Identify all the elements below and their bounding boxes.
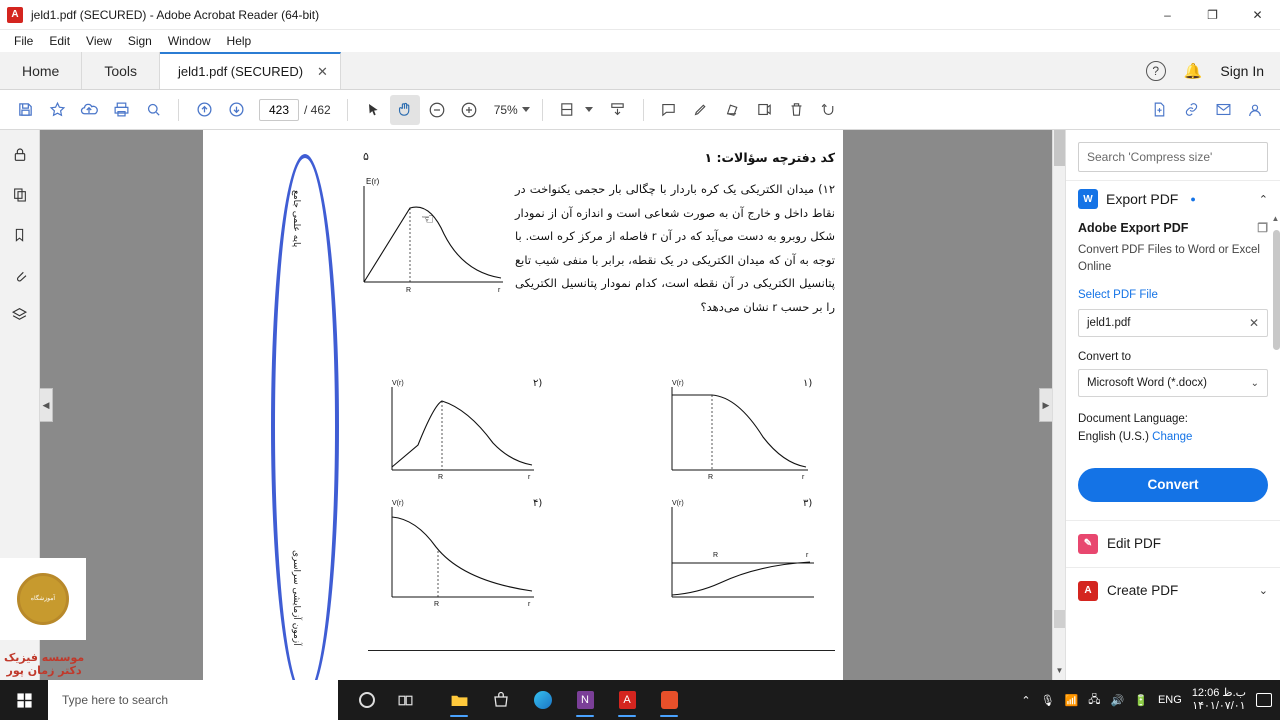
tray-chevron-icon[interactable]: ⌃ xyxy=(1021,694,1031,707)
toolbar-separator-2 xyxy=(347,99,348,121)
svg-text:r: r xyxy=(806,552,809,559)
clear-file-icon[interactable]: ✕ xyxy=(1248,316,1259,331)
export-pdf-icon: W xyxy=(1078,189,1098,209)
tools-right-panel xyxy=(1065,130,1280,680)
fit-chevron-icon[interactable] xyxy=(585,107,593,112)
convert-to-label: Convert to xyxy=(1078,351,1132,364)
svg-text:R: R xyxy=(406,287,412,294)
stamp-icon[interactable] xyxy=(750,95,780,125)
pdf-page xyxy=(203,130,843,680)
graph-electric-field xyxy=(358,172,508,302)
search-tools-placeholder: Search 'Compress size' xyxy=(1087,150,1213,164)
menu-file[interactable]: File xyxy=(14,34,34,48)
zoom-level-selector[interactable] xyxy=(494,103,530,117)
sign-in-button[interactable]: Sign In xyxy=(1220,62,1264,79)
svg-text:V(r): V(r) xyxy=(392,380,404,387)
chevron-down-icon[interactable]: ⌄ xyxy=(1250,377,1259,389)
create-pdf-icon: A xyxy=(1078,581,1098,601)
svg-text:r: r xyxy=(528,474,531,481)
panel-scrollbar-thumb[interactable] xyxy=(1273,230,1280,350)
fit-page-icon[interactable] xyxy=(553,95,583,125)
highlight-pen-icon[interactable] xyxy=(686,95,716,125)
menu-help[interactable]: Help xyxy=(226,34,252,48)
task-view-icon[interactable] xyxy=(386,681,424,719)
watermark-text xyxy=(4,651,84,679)
svg-text:E(r): E(r) xyxy=(366,177,380,186)
seal-text: آموزشگاه xyxy=(30,595,56,602)
select-pdf-file-link[interactable]: Select PDF File xyxy=(1078,289,1158,302)
graph-option-4 xyxy=(388,495,538,610)
scrollbar-marker[interactable] xyxy=(1054,610,1065,628)
export-pdf-header[interactable] xyxy=(1066,180,1280,217)
zoom-in-icon[interactable] xyxy=(454,95,484,125)
institute-seal-icon xyxy=(17,573,69,625)
adobe-export-title: Adobe Export PDF xyxy=(1078,221,1189,235)
toolbar-separator xyxy=(178,99,179,121)
toolbar-right-group xyxy=(1144,95,1270,125)
edit-pdf-icon: ✎ xyxy=(1078,534,1098,554)
toolbar-separator-3 xyxy=(542,99,543,121)
acrobat-icon: A xyxy=(7,7,23,23)
clock-date: ب.ظ xyxy=(1222,687,1246,700)
option-3-label: (۳ xyxy=(803,498,813,509)
graph-option-3 xyxy=(668,495,818,610)
side-label-bottom: آزمون آزمایشی سراسری xyxy=(291,550,301,646)
bookmarks-icon[interactable] xyxy=(7,222,33,248)
system-tray xyxy=(1021,687,1280,712)
left-pane-handle[interactable]: ◀ xyxy=(40,388,53,422)
app-body xyxy=(0,130,1280,680)
network-icon[interactable]: 🖧 xyxy=(1088,693,1101,706)
active-indicator xyxy=(660,715,678,717)
star-icon[interactable] xyxy=(42,95,72,125)
link-icon[interactable] xyxy=(1176,95,1206,125)
attachments-icon[interactable] xyxy=(7,262,33,288)
document-language-block xyxy=(1078,411,1268,446)
microsoft-store-icon[interactable] xyxy=(482,681,520,719)
search-input[interactable] xyxy=(48,680,338,720)
chevron-up-icon[interactable]: ⌃ xyxy=(1258,193,1268,206)
document-language-label: Document Language: xyxy=(1078,413,1188,426)
menu-bar xyxy=(0,30,1280,52)
protect-icon[interactable] xyxy=(7,142,33,168)
active-indicator xyxy=(450,715,468,717)
main-toolbar xyxy=(0,90,1280,130)
mail-icon[interactable] xyxy=(1208,95,1238,125)
hand-icon[interactable] xyxy=(390,95,420,125)
page-thumbnails-icon[interactable] xyxy=(7,182,33,208)
export-pdf-body xyxy=(1066,217,1280,520)
layers-icon[interactable] xyxy=(7,302,33,328)
selected-file-row xyxy=(1078,309,1268,337)
menu-edit[interactable]: Edit xyxy=(49,34,71,48)
taskbar-apps xyxy=(440,681,688,719)
compress-pdf-icon[interactable] xyxy=(1144,95,1174,125)
page-header: کد دفترچه سؤالات: ۱ xyxy=(704,150,835,165)
page-number-input[interactable] xyxy=(259,99,299,121)
menu-view[interactable]: View xyxy=(86,34,112,48)
onenote-icon[interactable]: N xyxy=(566,681,604,719)
svg-text:R: R xyxy=(708,474,714,481)
clock-date-full: ۱۴۰۱/۰۷/۰۱ xyxy=(1192,700,1246,712)
notification-icon[interactable] xyxy=(1256,693,1272,707)
document-viewer[interactable] xyxy=(40,130,1065,680)
tool-item-edit-pdf-label: Edit PDF xyxy=(1107,536,1162,552)
close-button[interactable]: ✕ xyxy=(1252,7,1263,22)
page-navigation xyxy=(259,99,331,121)
page-divider xyxy=(368,650,835,651)
previous-page-icon[interactable] xyxy=(189,95,219,125)
document-scrollbar[interactable] xyxy=(1052,130,1065,680)
export-pdf-label: Export PDF xyxy=(1106,191,1179,207)
right-pane-handle[interactable]: ▶ xyxy=(1039,388,1052,422)
watermark-line-2: دکتر زمان پور xyxy=(6,664,82,678)
svg-text:V(r): V(r) xyxy=(672,500,684,507)
clock-time: 12:06 xyxy=(1191,687,1220,700)
page-marker: ۵ xyxy=(363,150,369,163)
graph-option-1 xyxy=(668,375,813,485)
option-1-label: (۱ xyxy=(803,378,813,389)
svg-text:R: R xyxy=(438,474,444,481)
graph-option-2 xyxy=(388,375,538,485)
mouse-cursor: ☜ xyxy=(421,211,435,228)
volume-icon[interactable]: 🔊 xyxy=(1110,694,1125,707)
search-icon[interactable] xyxy=(138,95,168,125)
tool-item-create-pdf[interactable] xyxy=(1066,567,1280,614)
document-language-value: English (U.S.) xyxy=(1078,430,1149,443)
chevron-down-icon[interactable] xyxy=(522,107,530,112)
option-2-label: (۲ xyxy=(533,378,543,389)
convert-to-value: Microsoft Word (*.docx) xyxy=(1087,377,1207,390)
zoom-out-icon[interactable] xyxy=(422,95,452,125)
bell-icon[interactable]: 🔔 xyxy=(1183,62,1203,80)
convert-to-select[interactable] xyxy=(1078,369,1268,397)
minimize-button[interactable]: – xyxy=(1164,7,1171,22)
menu-window[interactable]: Window xyxy=(167,34,211,48)
eraser-icon[interactable] xyxy=(718,95,748,125)
rotate-icon[interactable] xyxy=(814,95,844,125)
save-icon[interactable] xyxy=(10,95,40,125)
trash-icon[interactable] xyxy=(782,95,812,125)
page-scroll-icon[interactable] xyxy=(603,95,633,125)
convert-button[interactable]: Convert xyxy=(1078,468,1268,502)
export-badge-icon: ● xyxy=(1190,194,1196,204)
tab-strip-right xyxy=(1146,52,1280,89)
pdf-page-content xyxy=(203,130,843,680)
option-4-label: (۴ xyxy=(533,498,543,509)
active-indicator xyxy=(576,715,594,717)
close-icon[interactable]: ✕ xyxy=(317,63,328,79)
file-explorer-icon[interactable] xyxy=(440,681,478,719)
svg-text:r: r xyxy=(498,287,501,294)
copy-icon[interactable]: ❐ xyxy=(1257,221,1268,235)
tab-tools[interactable]: Tools xyxy=(82,52,160,89)
tool-item-create-pdf-label: Create PDF xyxy=(1107,583,1179,599)
adobe-export-title-row xyxy=(1078,221,1268,235)
toolbar-separator-4 xyxy=(643,99,644,121)
change-language-link[interactable]: Change xyxy=(1152,430,1193,443)
chevron-down-icon[interactable]: ⌄ xyxy=(1258,585,1268,598)
watermark-line-1: موسسه فیزیک xyxy=(4,650,85,664)
search-tools-input[interactable] xyxy=(1078,142,1268,172)
panel-scroll-up-icon[interactable]: ▲ xyxy=(1271,214,1280,223)
svg-text:R: R xyxy=(434,601,440,608)
window-controls xyxy=(1145,0,1280,30)
account-icon[interactable] xyxy=(1240,95,1270,125)
window-title: jeld1.pdf (SECURED) - Adobe Acrobat Reader (64-bit) xyxy=(31,7,320,22)
question-text-block xyxy=(515,178,835,319)
tool-item-edit-pdf[interactable] xyxy=(1066,520,1280,567)
question-number: ۱۲) xyxy=(818,182,835,196)
question-circle-icon[interactable]: ? xyxy=(1146,61,1166,81)
restore-button[interactable]: ❐ xyxy=(1207,7,1218,22)
wifi-icon[interactable]: 📶 xyxy=(1064,694,1079,707)
next-page-icon[interactable] xyxy=(221,95,251,125)
side-label-top: پایه علمی جامع xyxy=(291,190,301,248)
microphone-icon[interactable]: 🎙 xyxy=(1040,694,1055,707)
comment-icon[interactable] xyxy=(654,95,684,125)
svg-text:V(r): V(r) xyxy=(392,500,404,507)
tab-home[interactable]: Home xyxy=(0,52,82,89)
start-button[interactable] xyxy=(0,681,48,719)
export-description: Convert PDF Files to Word or Excel Online xyxy=(1078,244,1260,273)
tab-document[interactable] xyxy=(160,52,341,89)
keyboard-language[interactable]: ENG xyxy=(1157,694,1182,706)
svg-text:r: r xyxy=(528,601,531,608)
zoom-level-value: 75% xyxy=(493,102,518,117)
clock[interactable] xyxy=(1192,687,1246,712)
tab-strip xyxy=(0,52,1280,90)
media-player-icon[interactable] xyxy=(650,681,688,719)
edge-browser-icon[interactable] xyxy=(524,681,562,719)
menu-sign[interactable]: Sign xyxy=(127,34,152,48)
watermark-badge xyxy=(0,558,86,640)
svg-text:R: R xyxy=(713,552,719,559)
svg-text:V(r): V(r) xyxy=(672,380,684,387)
cursor-arrow-icon[interactable] xyxy=(358,95,388,125)
print-icon[interactable] xyxy=(106,95,136,125)
svg-text:r: r xyxy=(802,474,805,481)
page-total-label: / 462 xyxy=(304,102,331,117)
selected-file-name: jeld1.pdf xyxy=(1087,317,1131,330)
battery-icon[interactable]: 🔋 xyxy=(1134,694,1148,707)
cortana-circle-icon[interactable] xyxy=(348,681,386,719)
tab-document-label: jeld1.pdf (SECURED) xyxy=(178,64,304,79)
active-indicator xyxy=(618,715,636,717)
search-placeholder: Type here to search xyxy=(62,693,169,707)
adobe-reader-icon[interactable]: A xyxy=(608,681,646,719)
scrollbar-thumb[interactable] xyxy=(1054,130,1065,166)
windows-taskbar xyxy=(0,680,1280,720)
scroll-down-arrow-icon[interactable]: ▼ xyxy=(1055,666,1064,675)
question-body: میدان الکتریکی یک کره باردار با چگالی بار حجمی یکنواخت در نقاط داخل و خارج آن به صورت شعاعی است و اندازه آن از نمودار شکل روبرو به دست می‌آید که در آن r فاصله از مرکز کره است. با توجه به آن که میدان الکتریکی در یک نقطه، برابر با منفی شیب تابع پتانسیل الکتریکی در آن نقطه است، کدام نمودار پتانسیل الکتریکی را بر حسب r نشان می‌دهد؟ xyxy=(515,182,835,314)
cloud-upload-icon[interactable] xyxy=(74,95,104,125)
blue-annotation-ellipse xyxy=(271,154,339,680)
title-bar xyxy=(0,0,1280,30)
